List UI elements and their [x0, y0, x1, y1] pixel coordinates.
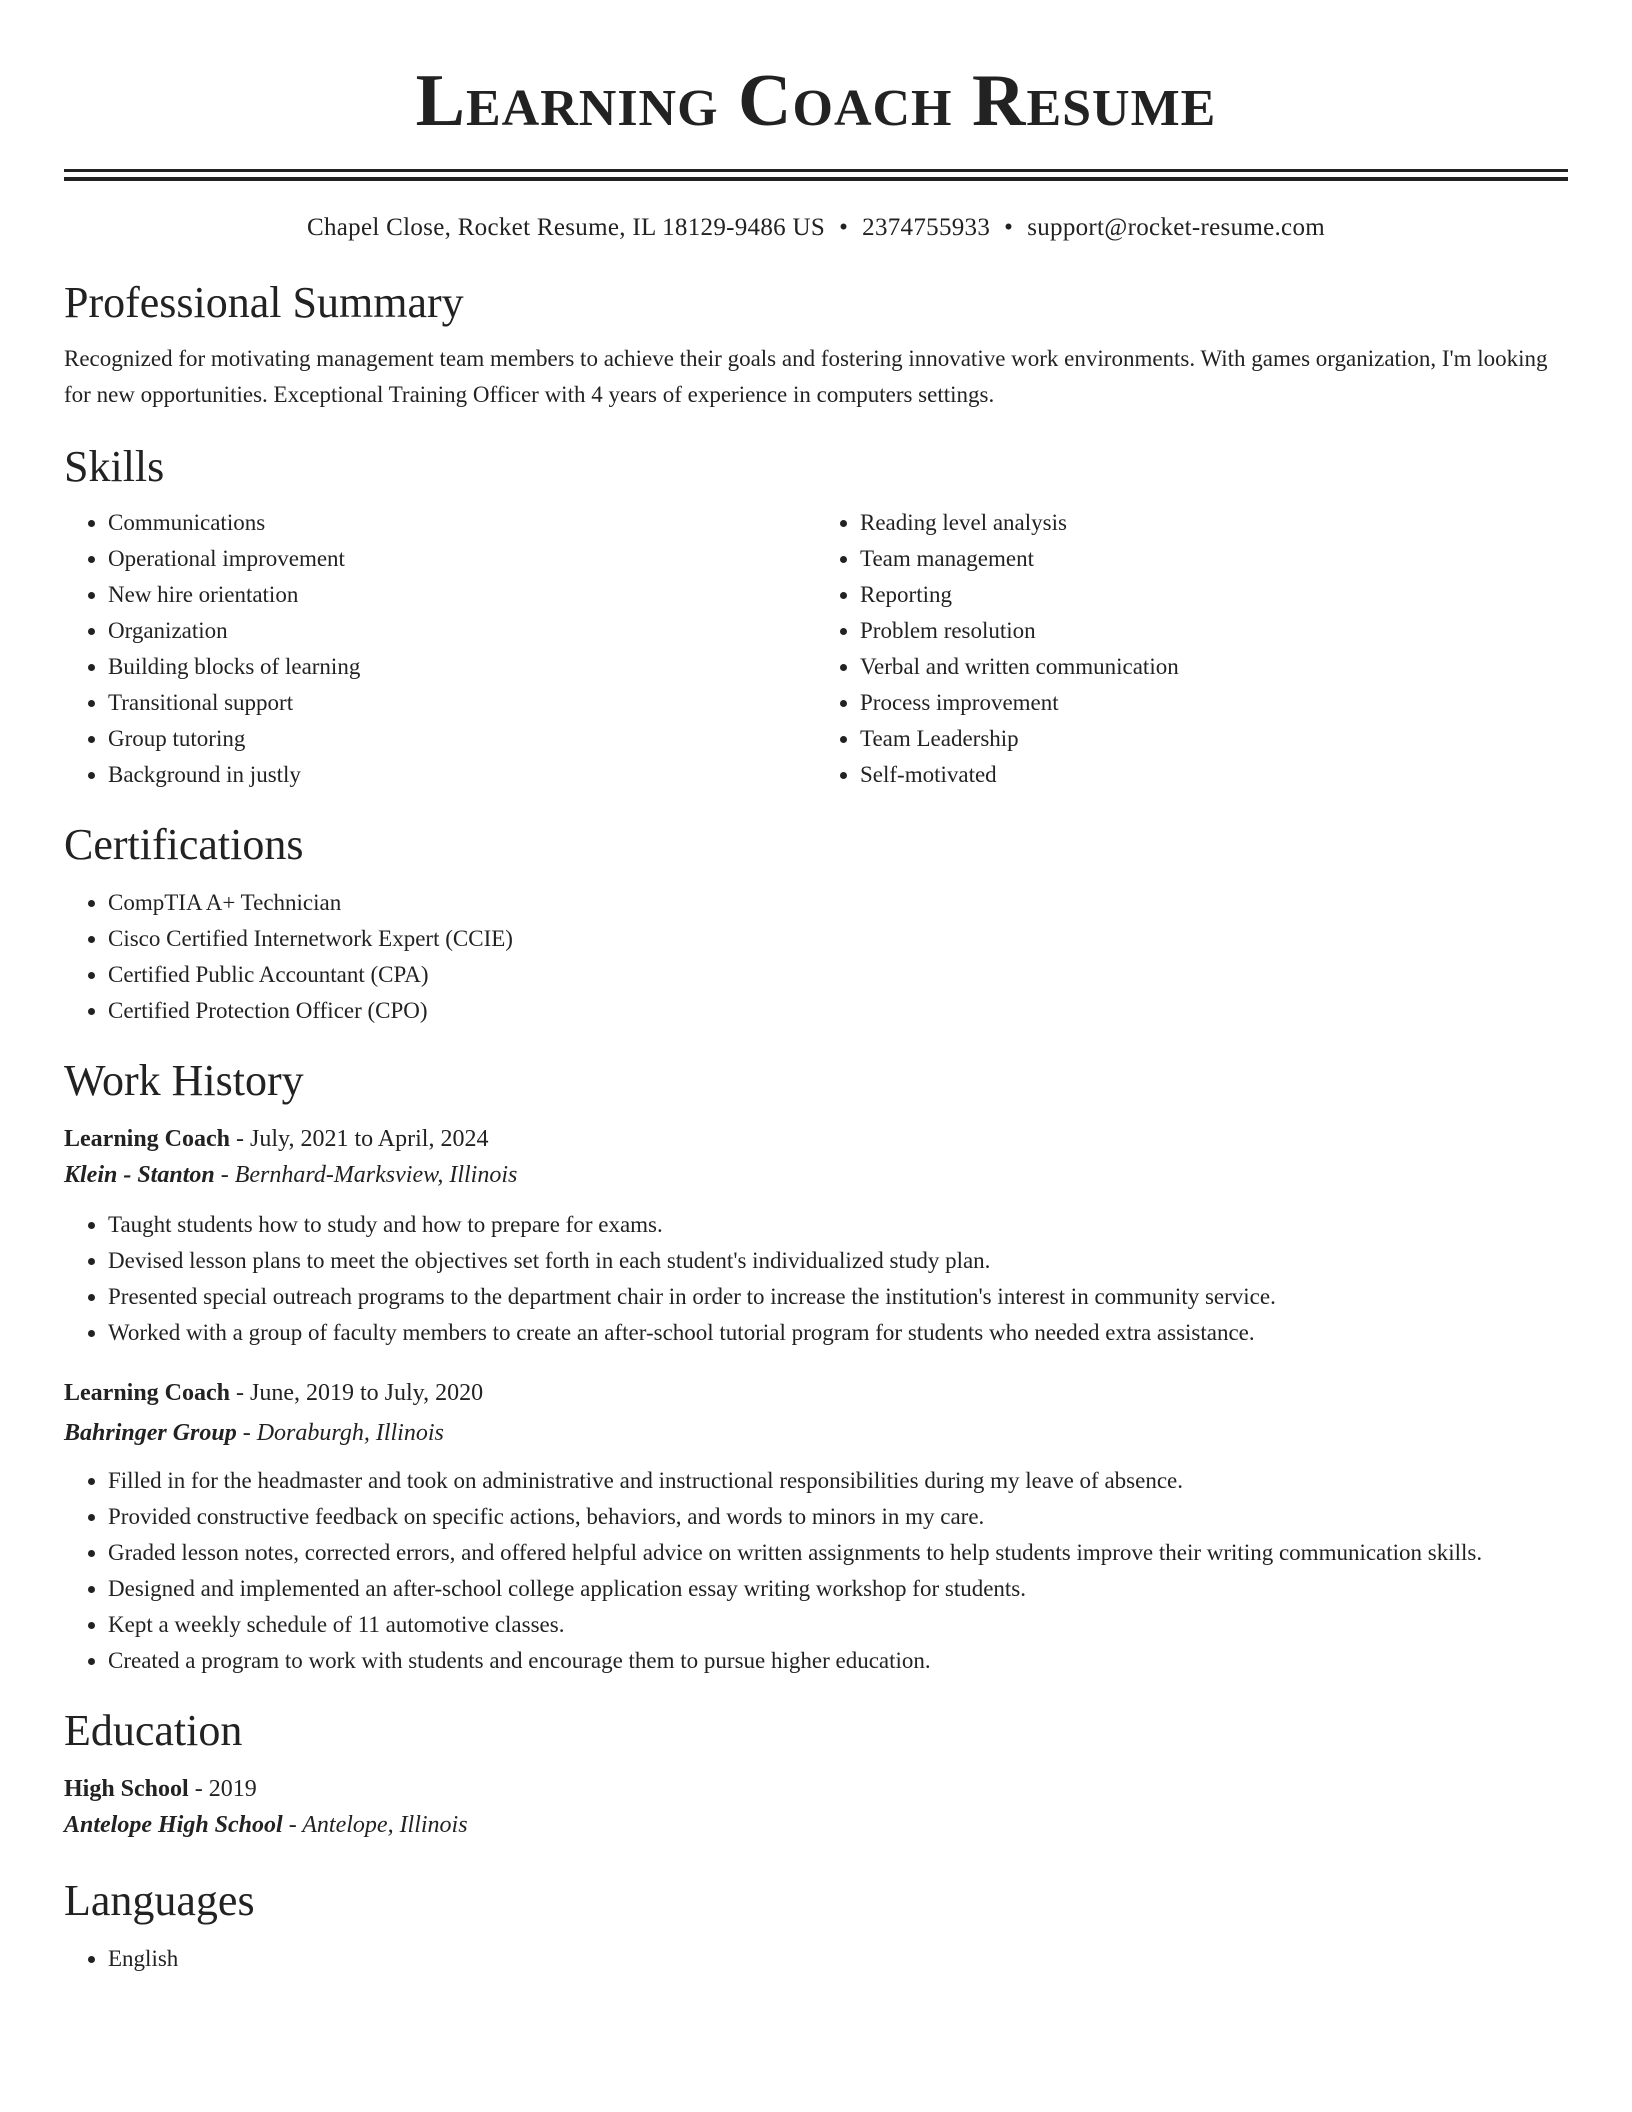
education-year: - 2019: [188, 1776, 257, 1802]
job-dates: - June, 2019 to July, 2020: [230, 1380, 484, 1406]
certifications-list: [64, 885, 1568, 1029]
skill-item: • Group tutoring: [108, 721, 816, 757]
contact-email: support@rocket-resume.com: [1027, 214, 1325, 241]
job-title-line: [64, 1121, 1568, 1157]
languages-heading: Languages: [64, 1876, 255, 1925]
job-title: Learning Coach: [64, 1380, 231, 1406]
skill-item: • Building blocks of learning: [108, 649, 816, 685]
skills-heading: Skills: [64, 442, 165, 491]
skill-item: • Verbal and written communication: [860, 649, 1568, 685]
education-entry: [64, 1771, 1568, 1843]
skill-item: • Organization: [108, 613, 816, 649]
skills-list-left: [64, 505, 816, 793]
title-divider-thick: [64, 169, 1568, 172]
skill-item: • Team Leadership: [860, 721, 1568, 757]
job-company: Klein - Stanton: [64, 1162, 215, 1188]
education-school: Antelope High School: [64, 1812, 283, 1838]
skills-list-right: [816, 505, 1568, 793]
skill-item: • Background in justly: [108, 757, 816, 793]
job-bullet: • Taught students how to study and how to prepare for exams.: [108, 1207, 1568, 1243]
skill-item: • Problem resolution: [860, 613, 1568, 649]
education-location: - Antelope, Illinois: [282, 1812, 468, 1838]
job-title-line: [64, 1375, 1568, 1411]
job-location: - Doraburgh, Illinois: [236, 1420, 444, 1446]
job-bullets: [64, 1207, 1568, 1351]
skill-item: • New hire orientation: [108, 577, 816, 613]
resume-title: Learning Coach Resume: [415, 60, 1217, 142]
job-location: - Bernhard-Marksview, Illinois: [214, 1162, 518, 1188]
job-bullet: • Filled in for the headmaster and took on administrative and instructional responsibilities during my leave of absence.: [108, 1463, 1568, 1499]
skill-item: • Self-motivated: [860, 757, 1568, 793]
summary-heading: Professional Summary: [64, 278, 464, 327]
job-bullet: • Designed and implemented an after-school college application essay writing workshop for students.: [108, 1571, 1568, 1607]
skill-item: • Operational improvement: [108, 541, 816, 577]
skill-item: • Transitional support: [108, 685, 816, 721]
job-company-line: [64, 1415, 1568, 1451]
certification-item: • Certified Protection Officer (CPO): [108, 993, 1568, 1029]
contact-phone: 2374755933: [862, 214, 991, 241]
job-entry: [64, 1121, 1568, 1351]
skills-columns: [64, 505, 1568, 793]
title-divider-thin: [64, 177, 1568, 181]
job-bullet: • Presented special outreach programs to the department chair in order to increase the institution's interest in community service.: [108, 1279, 1568, 1315]
work-history-heading: Work History: [64, 1056, 304, 1105]
job-bullets: [64, 1463, 1568, 1679]
job-title: Learning Coach: [64, 1126, 231, 1152]
job-bullet: • Graded lesson notes, corrected errors, and offered helpful advice on written assignments to help students improve their writing communication skills.: [108, 1535, 1568, 1571]
job-bullet: • Kept a weekly schedule of 11 automotive classes.: [108, 1607, 1568, 1643]
job-dates: - July, 2021 to April, 2024: [230, 1126, 489, 1152]
skill-item: • Team management: [860, 541, 1568, 577]
contact-address: Chapel Close, Rocket Resume, IL 18129-9486 US: [307, 214, 826, 241]
job-bullet: • Worked with a group of faculty members to create an after-school tutorial program for students who needed extra assistance.: [108, 1315, 1568, 1351]
education-heading: Education: [64, 1706, 243, 1755]
certifications-heading: Certifications: [64, 820, 304, 869]
certification-item: • Certified Public Accountant (CPA): [108, 957, 1568, 993]
skill-item: • Process improvement: [860, 685, 1568, 721]
languages-list: [64, 1941, 1568, 1977]
language-item: • English: [108, 1941, 1568, 1977]
job-bullet: • Provided constructive feedback on specific actions, behaviors, and words to minors in my care.: [108, 1499, 1568, 1535]
contact-line: [64, 211, 1568, 245]
job-bullet: • Devised lesson plans to meet the objectives set forth in each student's individualized study plan.: [108, 1243, 1568, 1279]
education-degree-line: [64, 1771, 1568, 1807]
contact-separator: •: [1004, 214, 1014, 241]
skill-item: • Reporting: [860, 577, 1568, 613]
certification-item: • Cisco Certified Internetwork Expert (CCIE): [108, 921, 1568, 957]
skill-item: • Communications: [108, 505, 816, 541]
job-entry: [64, 1375, 1568, 1679]
job-company: Bahringer Group: [64, 1420, 237, 1446]
certification-item: • CompTIA A+ Technician: [108, 885, 1568, 921]
skill-item: • Reading level analysis: [860, 505, 1568, 541]
education-degree: High School: [64, 1776, 189, 1802]
summary-text: Recognized for motivating management team members to achieve their goals and fostering innovative work environments. With games organization, I'm looking for new opportunities. Exceptional Training Officer with 4 years of experience in computers settings.: [64, 346, 1548, 407]
education-school-line: [64, 1807, 1568, 1843]
job-bullet: • Created a program to work with students and encourage them to pursue higher education.: [108, 1643, 1568, 1679]
job-company-line: [64, 1157, 1568, 1193]
contact-separator: •: [839, 214, 849, 241]
